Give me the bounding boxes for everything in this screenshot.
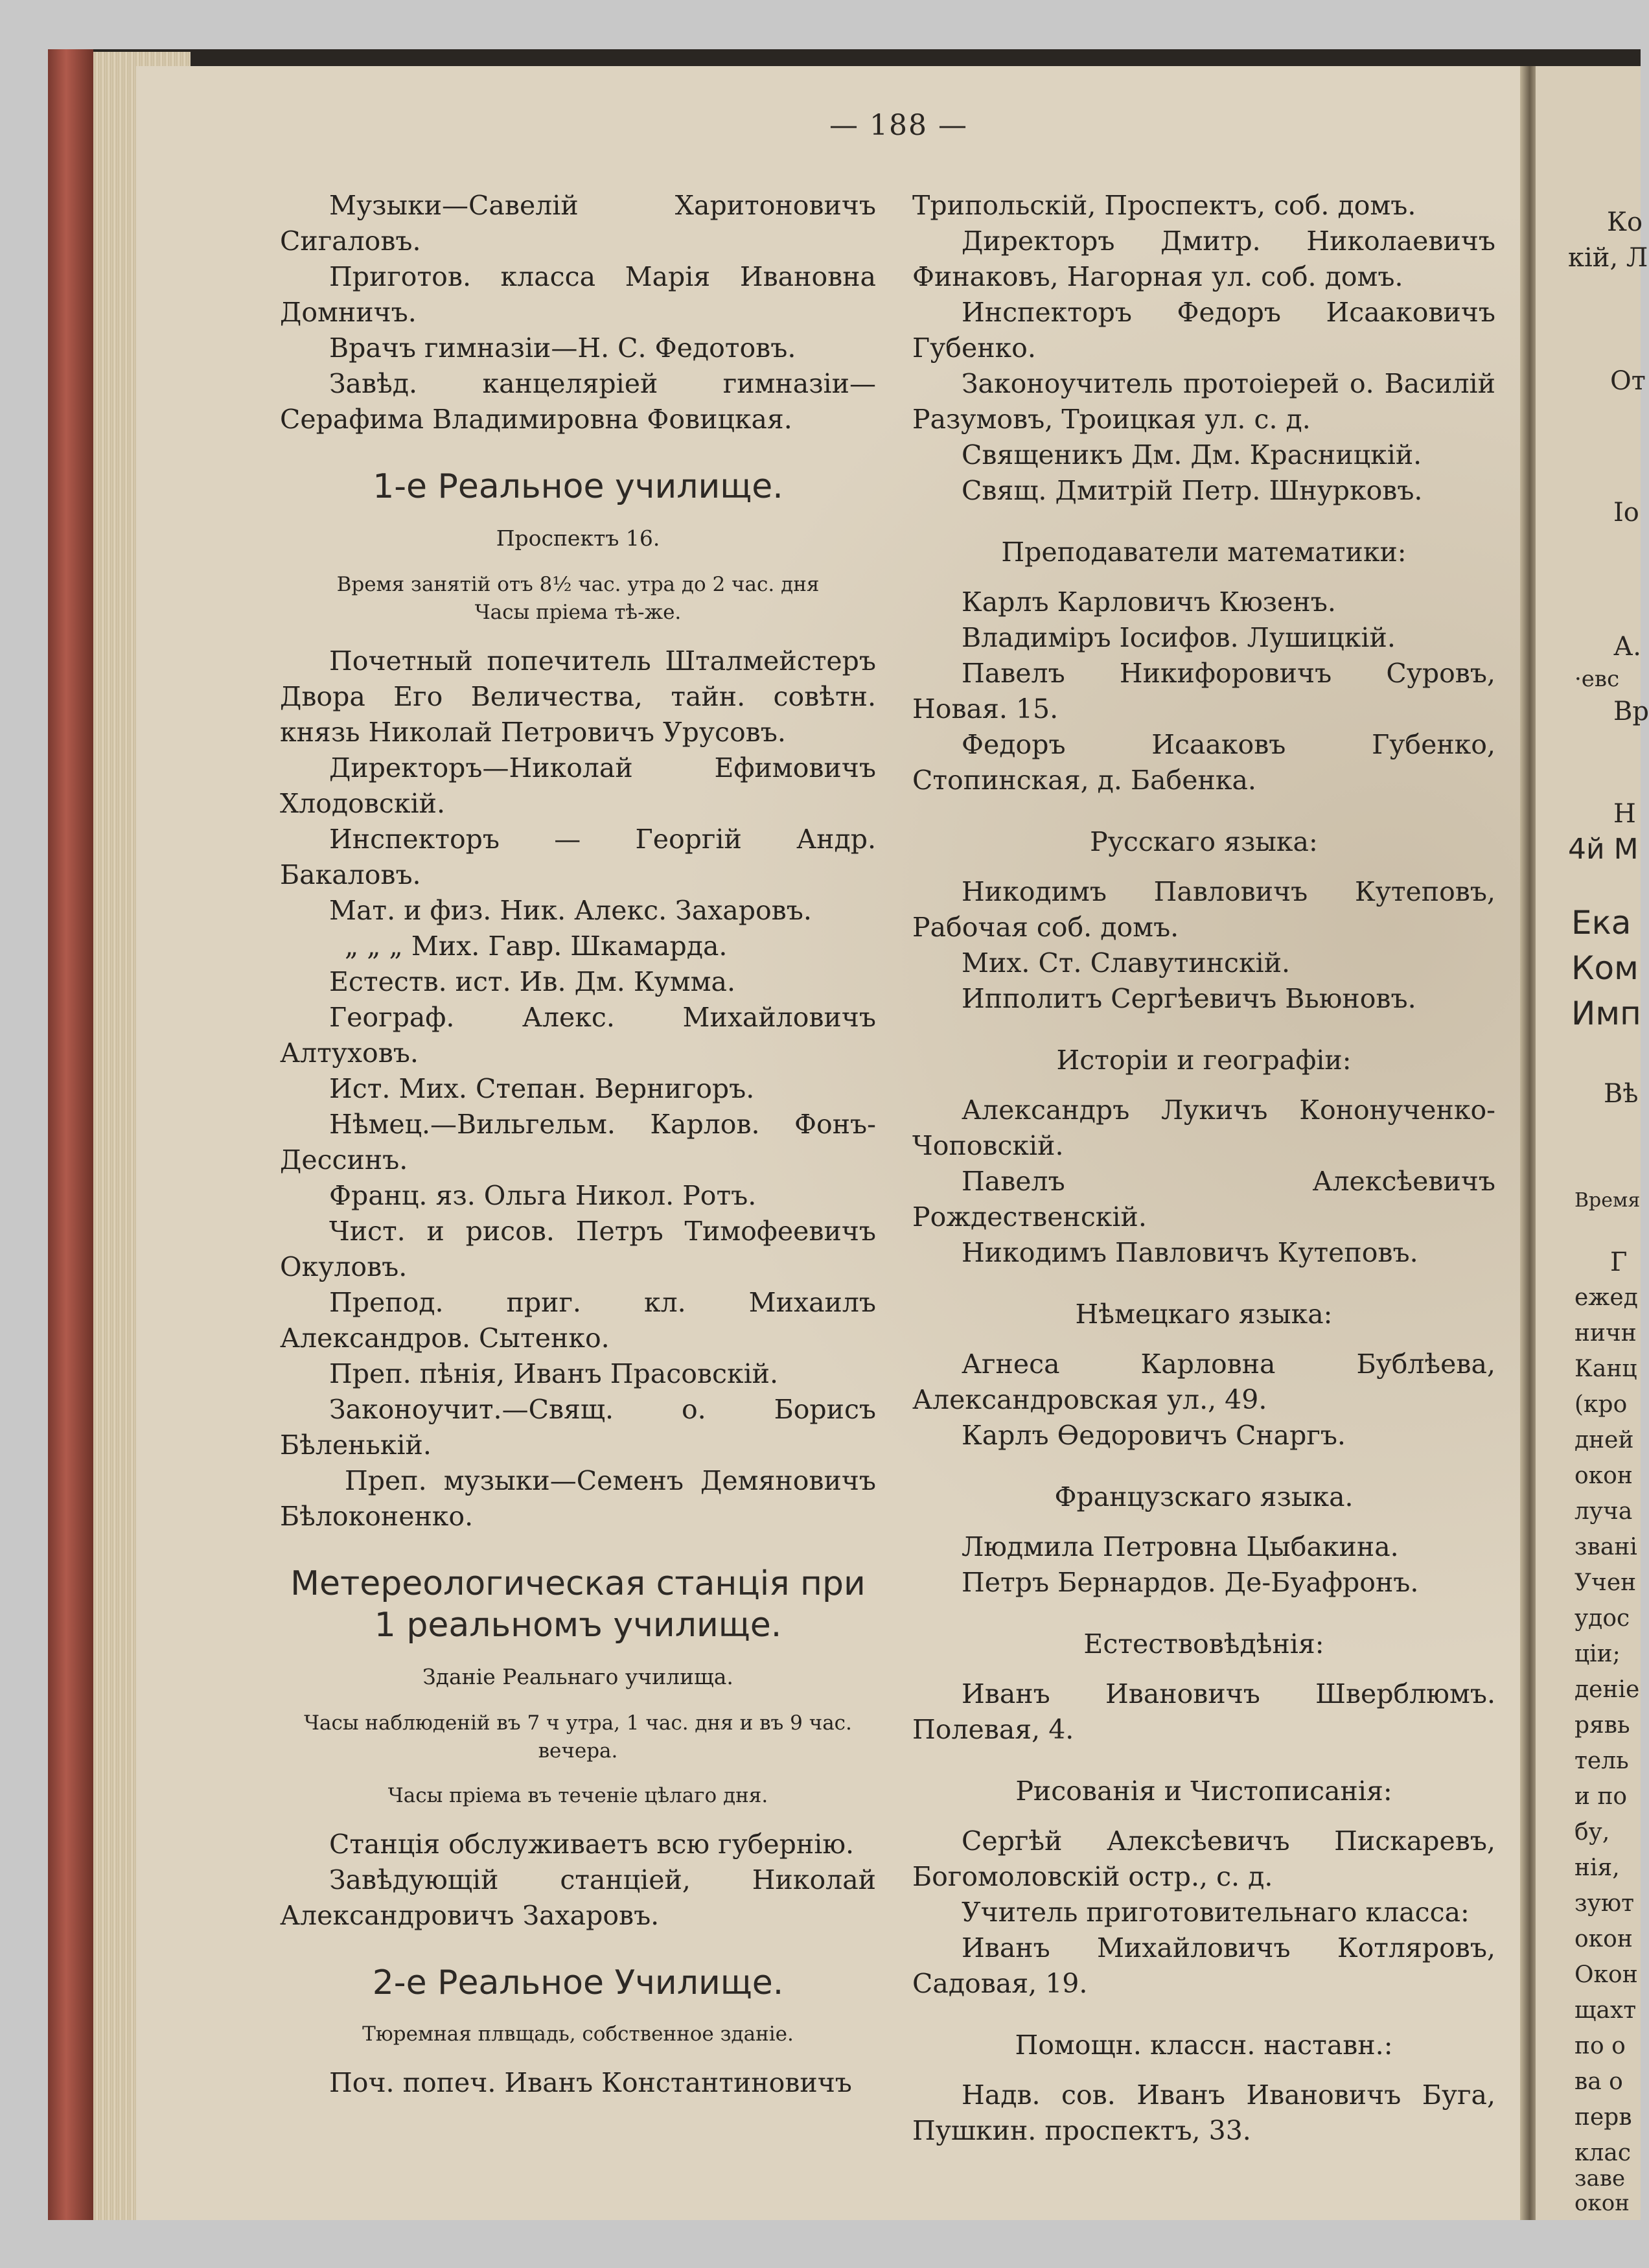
subsection-heading: Преподаватели математики:: [1001, 537, 1407, 568]
left-column: [280, 188, 876, 2101]
paragraph: Франц. яз. Ольга Никол. Ротъ.: [329, 1180, 757, 1211]
adjacent-text-fragment: тель: [1574, 1748, 1629, 1774]
paragraph: Чист. и рисов. Петръ Тимофеевичъ Окуловъ.: [280, 1216, 876, 1282]
subsection-heading: Исторіи и географіи:: [1056, 1045, 1352, 1076]
paragraph: Свящ. Дмитрій Петр. Шнурковъ.: [962, 475, 1423, 506]
subsection-heading: Русскаго языка:: [1090, 826, 1318, 857]
page-number: — 188 —: [829, 109, 968, 142]
adjacent-text-fragment: зуют: [1574, 1890, 1635, 1917]
paragraph: Иванъ Михайловичъ Котляровъ, Садовая, 19.: [912, 1932, 1495, 1999]
adjacent-text-fragment: деніе: [1574, 1676, 1640, 1703]
paragraph: Карлъ Ѳедоровичъ Снаргъ.: [962, 1420, 1346, 1451]
adjacent-text-fragment: Учен: [1574, 1569, 1637, 1596]
paragraph: Завѣд. канцеляріей гимназіи—Серафима Владимировна Фовицкая.: [280, 368, 876, 435]
adjacent-text-fragment: окон: [1574, 2190, 1630, 2216]
paragraph: Инспекторъ — Георгій Андр. Бакаловъ.: [280, 824, 876, 890]
adjacent-text-fragment: кій, Л: [1568, 243, 1648, 273]
adjacent-text-fragment: ежед: [1574, 1284, 1638, 1311]
adjacent-text-fragment: Вр: [1613, 697, 1649, 726]
adjacent-text-fragment: щахт: [1574, 1997, 1637, 2024]
adjacent-text-fragment: ціи;: [1574, 1641, 1620, 1667]
subsection-heading: Рисованія и Чистописанія:: [1015, 1776, 1392, 1807]
right-column: [912, 188, 1495, 2149]
subsection-heading: Нѣмецкаго языка:: [1075, 1299, 1333, 1330]
paragraph: Преп. музыки—Семенъ Демяновичъ Бѣлоконенко.: [280, 1465, 876, 1532]
paragraph: Приготов. класса Марія Ивановна Домничъ.: [280, 261, 876, 328]
book-spine: [48, 49, 93, 2220]
paragraph: Никодимъ Павловичъ Кутеповъ, Рабочая соб. домъ.: [912, 876, 1495, 943]
adjacent-text-fragment: луча: [1574, 1498, 1633, 1525]
paragraph: Владиміръ Іосифов. Лушицкій.: [962, 622, 1396, 653]
paragraph: Учитель приготовительнаго класса:: [962, 1897, 1470, 1928]
section-address: Тюремная плвщадь, собственное зданіе.: [362, 2022, 794, 2046]
paragraph: Павелъ Алексѣевичъ Рождественскій.: [912, 1166, 1495, 1232]
paragraph: Нѣмец.—Вильгельм. Карлов. Фонъ-Дессинъ.: [280, 1109, 876, 1175]
paragraph: Препод. приг. кл. Михаилъ Александров. Сытенко.: [280, 1287, 876, 1354]
adjacent-text-fragment: Ко: [1607, 207, 1643, 237]
adjacent-text-fragment: ва о: [1574, 2068, 1623, 2095]
adjacent-text-fragment: Іо: [1613, 498, 1639, 527]
adjacent-text-fragment: Г: [1610, 1247, 1628, 1277]
subsection-heading: Помощн. классн. наставн.:: [1015, 2030, 1393, 2061]
paragraph: Музыки—Савелій Харитоновичъ Сигаловъ.: [280, 190, 876, 257]
subsection-heading: Естествовѣдѣнія:: [1083, 1628, 1324, 1660]
paragraph: Мих. Ст. Славутинскій.: [962, 947, 1291, 978]
paragraph: Инспекторъ Федоръ Исааковичъ Губенко.: [912, 297, 1495, 364]
paragraph: Директоръ Дмитр. Николаевичъ Финаковъ, Нагорная ул. соб. домъ.: [912, 226, 1495, 292]
hours-line: Время занятій отъ 8½ час. утра до 2 час. дня: [336, 573, 820, 596]
paragraph: Поч. попеч. Иванъ Константиновичъ: [329, 2067, 852, 2098]
hours-line: Часы пріема тѣ-же.: [474, 601, 682, 624]
adjacent-text-fragment: по о: [1574, 2033, 1626, 2059]
paragraph: „ „ „ Мих. Гавр. Шкамарда.: [345, 931, 728, 962]
adjacent-text-fragment: Время: [1574, 1189, 1641, 1212]
paragraph: Федоръ Исааковъ Губенко, Стопинская, д. Бабенка.: [912, 729, 1495, 796]
paragraph: Почетный попечитель Шталмейстеръ Двора Его Величества, тайн. совѣтн. князь Николай Петровичъ Урусовъ.: [280, 645, 876, 748]
subsection-heading: Французскаго языка.: [1054, 1481, 1354, 1512]
paragraph: Ист. Мих. Степан. Вернигоръ.: [329, 1073, 755, 1104]
adjacent-text-fragment: Н: [1613, 799, 1636, 829]
adjacent-text-fragment: ·евс: [1574, 666, 1620, 692]
adjacent-text-fragment: окон: [1574, 1463, 1633, 1489]
section-address: Проспектъ 16.: [496, 526, 660, 551]
adjacent-text-fragment: Ком: [1571, 949, 1639, 987]
paragraph: Александръ Лукичъ Кононученко-Чоповскій.: [912, 1094, 1495, 1161]
paragraph: Естеств. ист. Ив. Дм. Кумма.: [329, 966, 735, 997]
paragraph: Географ. Алекс. Михайловичъ Алтуховъ.: [280, 1002, 876, 1069]
section-heading: 1-е Реальное училище.: [373, 467, 783, 506]
paragraph: Священикъ Дм. Дм. Красницкій.: [962, 439, 1422, 470]
adjacent-text-fragment: клас: [1574, 2140, 1631, 2166]
paragraph: Врачъ гимназіи—Н. С. Федотовъ.: [329, 332, 796, 364]
paragraph: Ипполитъ Сергѣевичъ Вьюновъ.: [962, 983, 1416, 1014]
adjacent-text-fragment: Окон: [1574, 1961, 1638, 1988]
section-hours: [280, 571, 876, 627]
adjacent-text-fragment: (кро: [1574, 1391, 1628, 1418]
paragraph: Завѣдующій станціей, Николай Александровичъ Захаровъ.: [280, 1864, 876, 1931]
adjacent-text-fragment: Вѣ: [1604, 1079, 1639, 1109]
adjacent-text-fragment: перв: [1574, 2104, 1632, 2131]
section-heading: 2-е Реальное Училище.: [372, 1963, 784, 2002]
paragraph: Станція обслуживаетъ всю губернію.: [329, 1829, 855, 1860]
section-hours: Часы пріема въ теченіе цѣлаго дня.: [387, 1784, 768, 1807]
adjacent-text-fragment: звані: [1574, 1534, 1637, 1560]
section-hours: Часы наблюденій въ 7 ч утра, 1 час. дня и въ 9 час. вечера.: [304, 1711, 852, 1763]
paragraph: Преп. пѣнія, Иванъ Прасовскій.: [329, 1358, 779, 1389]
paragraph: Никодимъ Павловичъ Кутеповъ.: [962, 1237, 1418, 1268]
adjacent-text-fragment: бу,: [1574, 1819, 1610, 1846]
paragraph: Петръ Бернардов. Де-Буафронъ.: [962, 1567, 1419, 1598]
adjacent-text-fragment: Ека: [1571, 904, 1632, 942]
adjacent-text-fragment: Канц: [1574, 1356, 1637, 1382]
paragraph: Агнеса Карловна Бублѣева, Александровская ул., 49.: [912, 1348, 1495, 1415]
section-address: Зданіе Реальнаго училища.: [422, 1664, 733, 1689]
paragraph: Мат. и физ. Ник. Алекс. Захаровъ.: [329, 895, 812, 926]
paragraph: Иванъ Ивановичъ Шверблюмъ. Полевая, 4.: [912, 1678, 1495, 1745]
adjacent-text-fragment: От: [1610, 366, 1646, 396]
paragraph: Людмила Петровна Цыбакина.: [962, 1531, 1399, 1562]
adjacent-text-fragment: А.: [1613, 632, 1642, 662]
adjacent-text-fragment: нія,: [1574, 1855, 1620, 1881]
adjacent-text-fragment: Имп: [1571, 995, 1641, 1032]
adjacent-text-fragment: окон: [1574, 1926, 1633, 1952]
adjacent-text-fragment: и по: [1574, 1783, 1628, 1810]
paragraph: Карлъ Карловичъ Кюзенъ.: [962, 586, 1336, 618]
paragraph: Сергѣй Алексѣевичъ Пискаревъ, Богомоловскій остр., с. д.: [912, 1825, 1495, 1892]
adjacent-text-fragment: 4й М: [1568, 833, 1639, 866]
adjacent-text-fragment: рявь: [1574, 1712, 1630, 1739]
paragraph: Законоучит.—Свящ. о. Борисъ Бѣленькій.: [280, 1394, 876, 1461]
paragraph: Директоръ—Николай Ефимовичъ Хлодовскій.: [280, 752, 876, 819]
adjacent-text-fragment: удос: [1574, 1605, 1630, 1632]
paragraph: Законоучитель протоіерей о. Василій Разумовъ, Троицкая ул. с. д.: [912, 368, 1495, 435]
paragraph: Трипольскій, Проспектъ, соб. домъ.: [912, 190, 1416, 221]
paragraph: Надв. сов. Иванъ Ивановичъ Буга, Пушкин. проспектъ, 33.: [912, 2079, 1495, 2146]
paragraph: Павелъ Никифоровичъ Суровъ, Новая. 15.: [912, 658, 1495, 724]
adjacent-text-fragment: дней: [1574, 1427, 1634, 1453]
adjacent-text-fragment: заве: [1574, 2166, 1626, 2192]
adjacent-text-fragment: ничн: [1574, 1320, 1637, 1347]
section-heading: Метереологическая станція при 1 реальномъ училище.: [290, 1564, 866, 1645]
